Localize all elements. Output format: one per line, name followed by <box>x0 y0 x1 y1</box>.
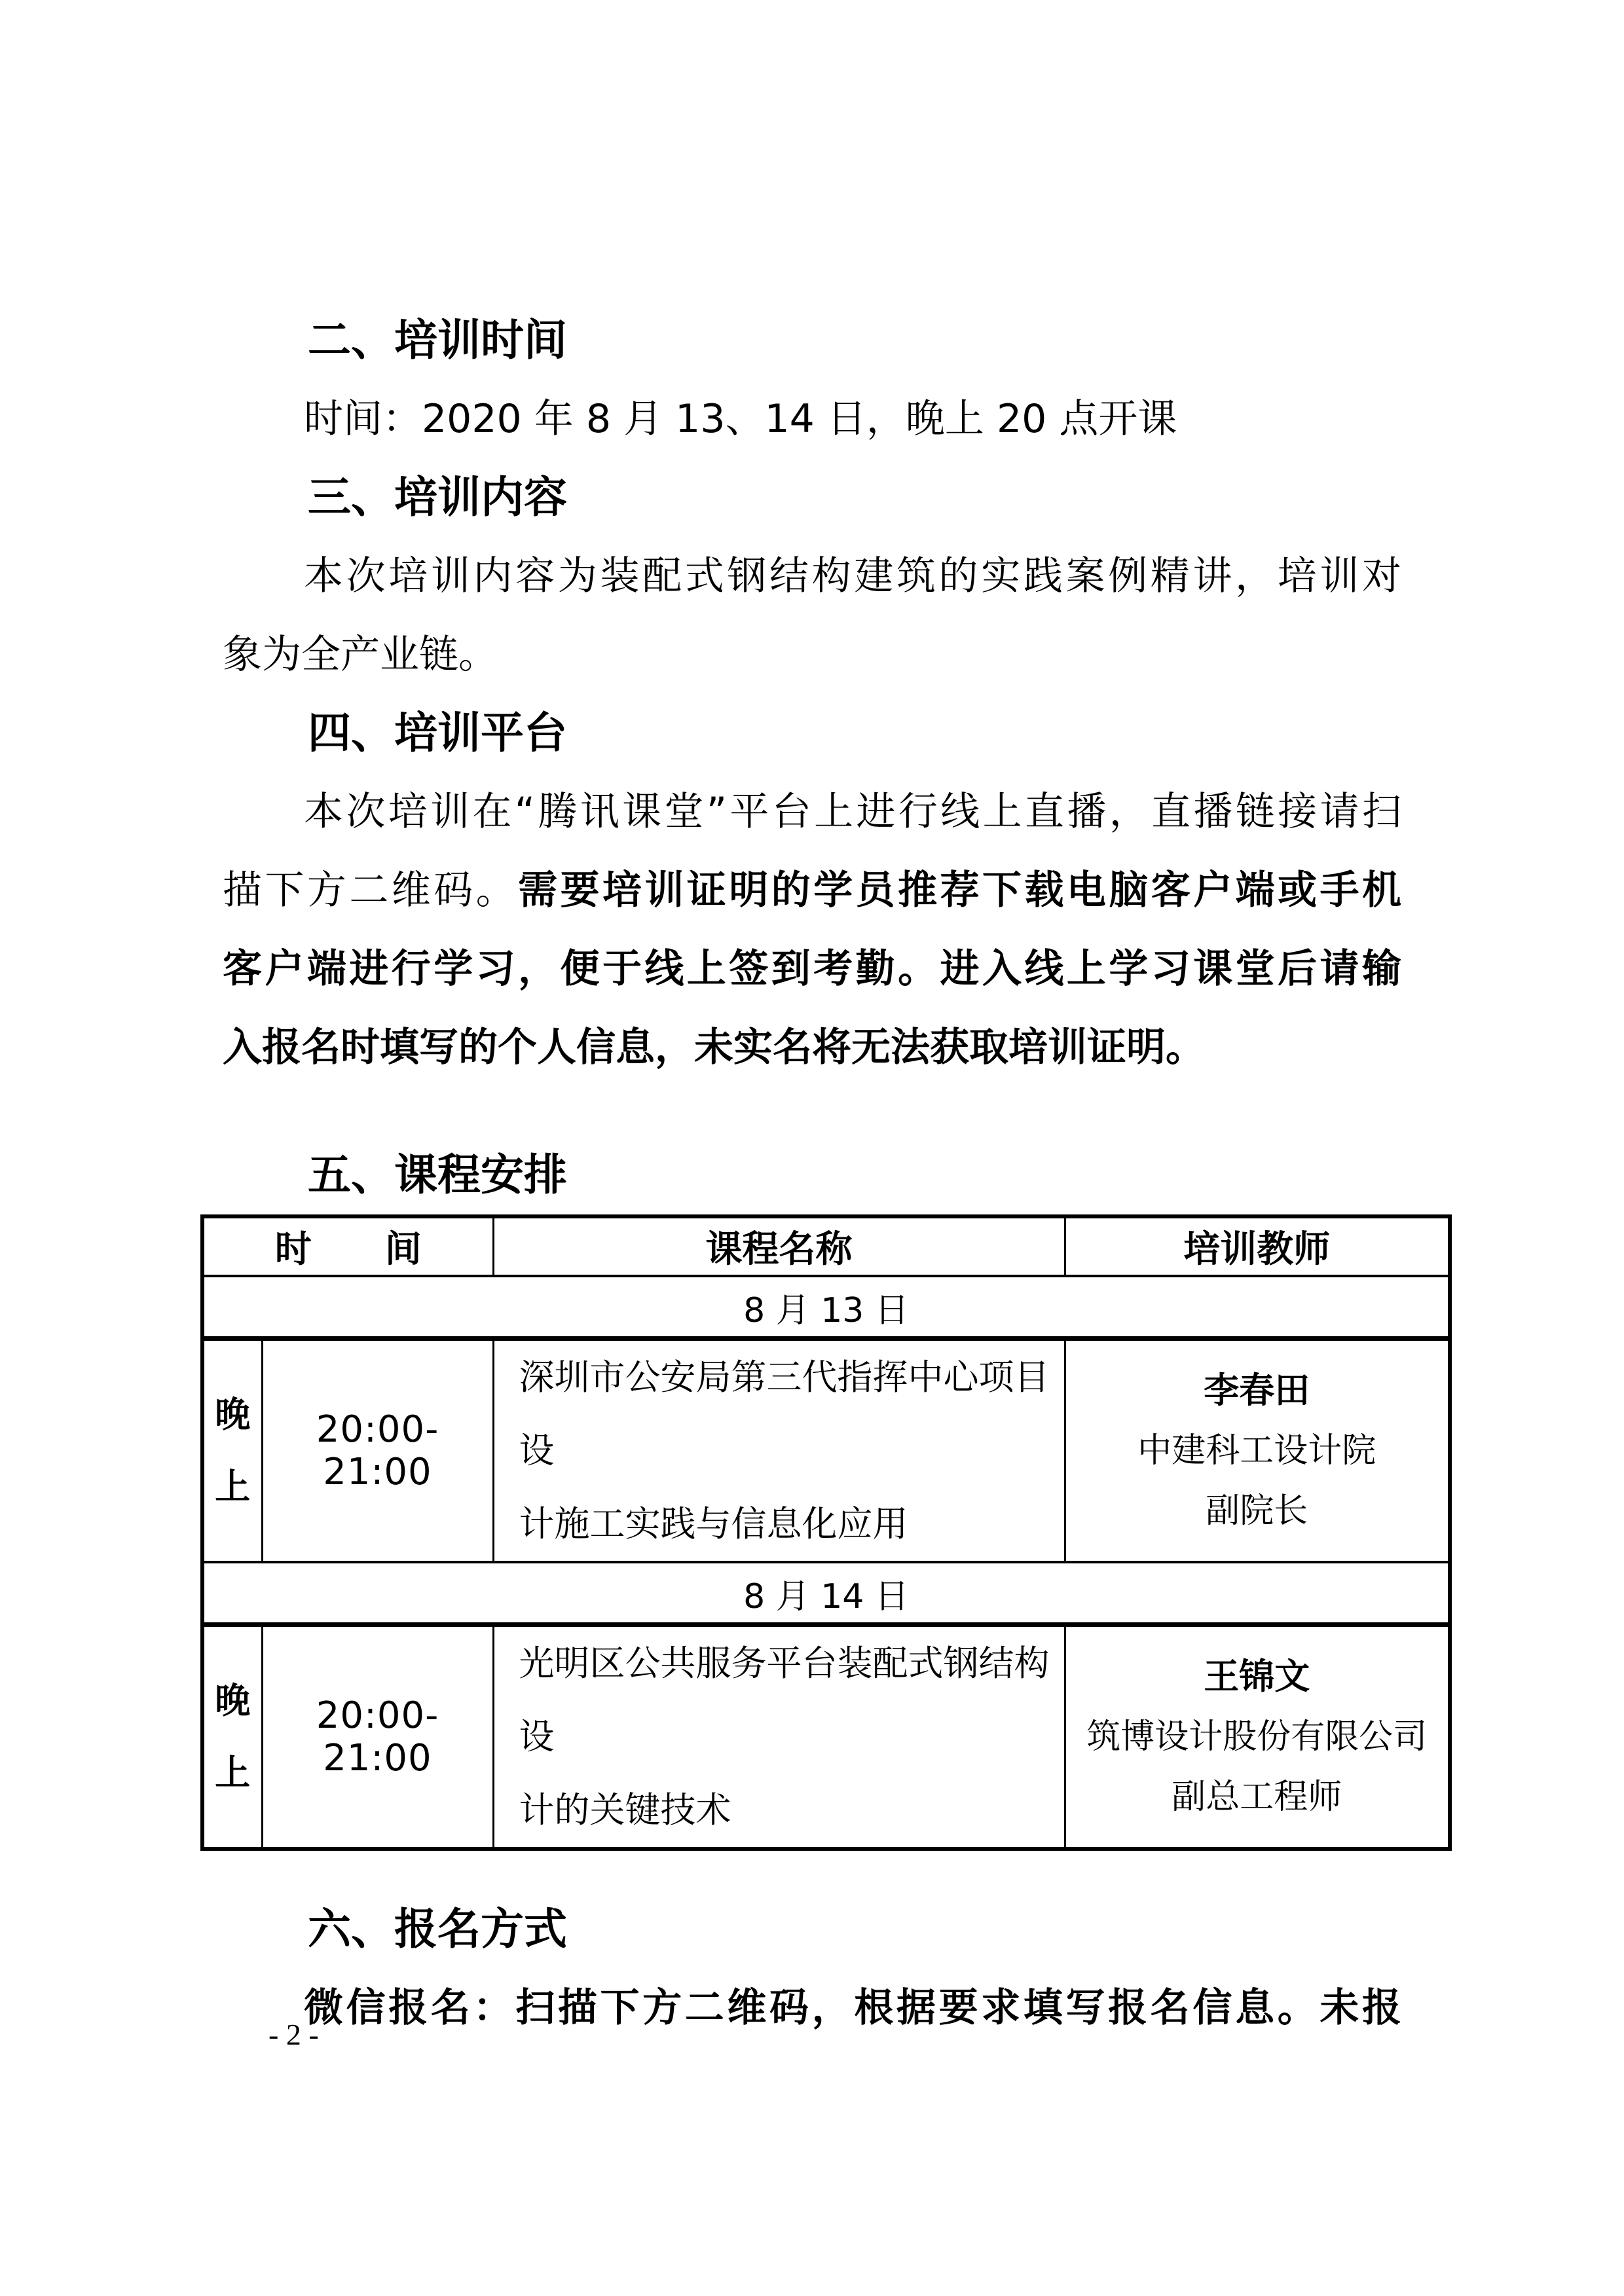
table-row-day1 <box>202 1339 1450 1563</box>
day2-teacher-name: 王锦文 <box>1204 1656 1310 1697</box>
training-time-text: 时间：2020 年 8 月 13、14 日，晚上 20 点开课 <box>304 396 1177 442</box>
day2-date-label: 8 月 14 日 <box>202 1562 1450 1625</box>
day2-course-line-1: 光明区公共服务平台装配式钢结构设 <box>519 1643 1050 1757</box>
section-heading-registration: 六、报名方式 <box>308 1904 567 1954</box>
day2-slot-cell: 晚上 <box>202 1625 262 1850</box>
training-platform-line-1: 本次培训在“腾讯课堂”平台上进行线上直播，直播链接请扫 <box>304 789 1401 835</box>
day1-date-label: 8 月 13 日 <box>202 1276 1450 1339</box>
day1-time-cell: 20:00-21:00 <box>262 1339 493 1563</box>
day2-course-line-2: 计的关键技术 <box>519 1789 731 1831</box>
section-heading-training-time: 二、培训时间 <box>308 315 567 365</box>
day1-slot-cell: 晚上 <box>202 1339 262 1563</box>
training-platform-line-2 <box>223 851 1401 930</box>
section-heading-training-platform: 四、培训平台 <box>308 708 567 758</box>
registration-line-1: 微信报名：扫描下方二维码，根据要求填写报名信息。未报 <box>304 1985 1401 2031</box>
table-header-row <box>202 1216 1450 1276</box>
training-platform-line-3: 客户端进行学习，便于线上签到考勤。进入线上学习课堂后请输 <box>223 946 1401 992</box>
table-date-row-day2 <box>202 1562 1450 1625</box>
day1-teacher-name: 李春田 <box>1204 1370 1310 1411</box>
table-row-day2 <box>202 1625 1450 1850</box>
day1-teacher-cell <box>1065 1339 1450 1563</box>
table-date-row-day1 <box>202 1276 1450 1339</box>
course-schedule-table <box>200 1214 1452 1851</box>
day1-course-line-2: 计施工实践与信息化应用 <box>519 1503 908 1544</box>
day1-course-cell <box>493 1339 1065 1563</box>
training-platform-line-2-bold: 需要培训证明的学员推荐下载电脑客户端或手机 <box>518 867 1402 913</box>
document-content <box>215 0 1428 2047</box>
day1-teacher-org: 中建科工设计院 <box>1137 1431 1376 1470</box>
day2-course-cell <box>493 1625 1065 1850</box>
section-heading-training-content: 三、培训内容 <box>308 472 567 522</box>
training-platform-line-4: 入报名时填写的个人信息，未实名将无法获取培训证明。 <box>223 1025 1205 1070</box>
page-number: - 2 - <box>268 2018 319 2051</box>
day2-teacher-cell <box>1065 1625 1450 1850</box>
day2-time-cell: 20:00-21:00 <box>262 1625 493 1850</box>
section-heading-course-schedule: 五、课程安排 <box>308 1150 567 1200</box>
day1-teacher-title: 副院长 <box>1206 1491 1308 1531</box>
day2-teacher-org: 筑博设计股份有限公司 <box>1086 1717 1428 1757</box>
table-header-course: 课程名称 <box>493 1216 1065 1276</box>
table-header-teacher: 培训教师 <box>1065 1216 1450 1276</box>
day2-teacher-title: 副总工程师 <box>1172 1777 1342 1817</box>
day1-course-line-1: 深圳市公安局第三代指挥中心项目设 <box>519 1357 1050 1471</box>
training-content-line-1: 本次培训内容为装配式钢结构建筑的实践案例精讲，培训对 <box>304 553 1401 599</box>
table-header-time: 时 间 <box>202 1216 493 1276</box>
training-content-line-2: 象为全产业链。 <box>223 632 498 678</box>
training-platform-line-2-regular: 描下方二维码。 <box>223 867 519 913</box>
